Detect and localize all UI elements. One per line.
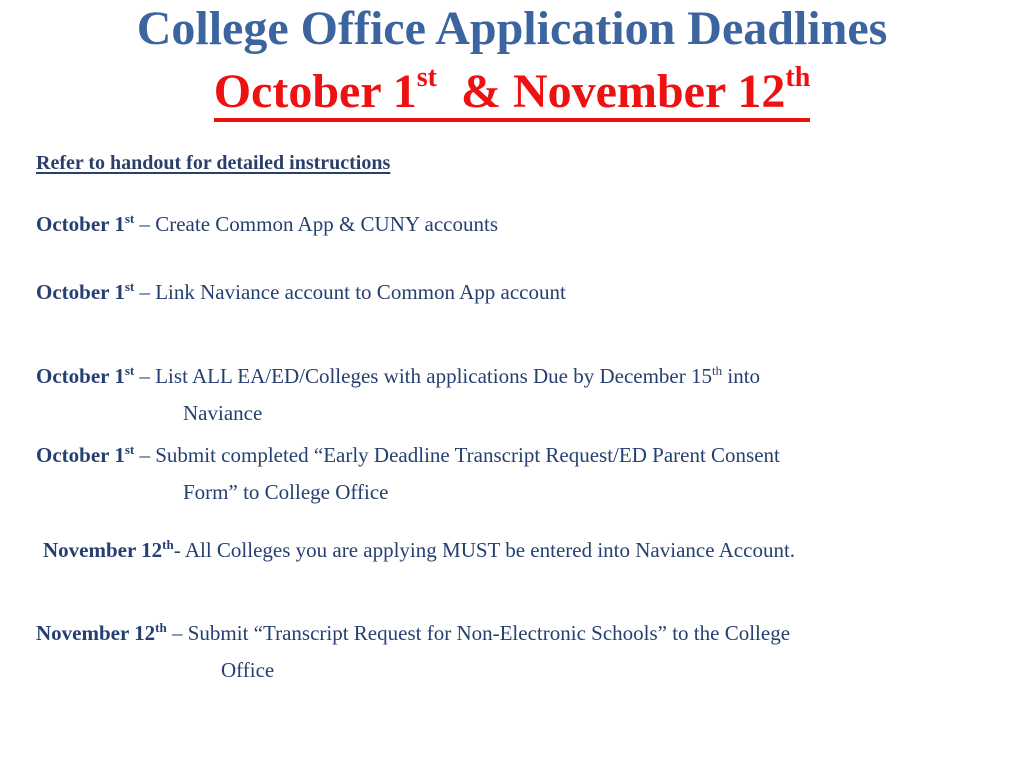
deadline-date-suffix: st — [124, 363, 135, 378]
deadline-description-main: – List ALL EA/ED/Colleges with applications Due by December 15 — [134, 364, 713, 388]
deadline-date-text: October 1 — [36, 212, 125, 236]
deadline-item — [36, 437, 780, 511]
deadline-item — [36, 274, 566, 311]
deadline-description-end: into — [722, 364, 761, 388]
deadline-item — [36, 358, 760, 432]
deadline-date — [43, 538, 174, 562]
deadline-description-continuation: Form” to College Office — [183, 480, 389, 504]
deadline-description-suffix: th — [712, 363, 723, 378]
deadline-item — [36, 615, 790, 689]
deadline-date — [36, 621, 167, 645]
deadline-description: – Create Common App & CUNY accounts — [134, 212, 498, 236]
subtitle-text — [213, 62, 811, 122]
subtitle-superscript-st: st — [416, 62, 437, 93]
deadline-date-suffix: th — [162, 537, 174, 552]
deadline-description — [134, 364, 760, 388]
deadline-description-continuation: Office — [221, 658, 275, 682]
deadline-date-text: November 12 — [43, 538, 163, 562]
deadline-date-suffix: st — [124, 211, 135, 226]
deadline-date-suffix: st — [124, 442, 135, 457]
slide-subtitle — [0, 62, 1024, 138]
slide-title: College Office Application Deadlines — [136, 2, 888, 55]
subtitle-part-november: & November 12 — [437, 65, 786, 118]
deadline-description: – Submit completed “Early Deadline Transcript Request/ED Parent Consent — [134, 443, 780, 467]
subtitle-superscript-th: th — [785, 62, 811, 93]
deadline-description: – Submit “Transcript Request for Non-Electronic Schools” to the College — [166, 621, 791, 645]
deadline-date — [36, 443, 134, 467]
deadline-date-text: October 1 — [36, 364, 125, 388]
deadline-description: – Link Naviance account to Common App account — [134, 280, 566, 304]
deadline-date-suffix: th — [155, 620, 167, 635]
subtitle-part-october: October 1 — [213, 65, 417, 118]
deadline-description: - All Colleges you are applying MUST be entered into Naviance Account. — [173, 538, 796, 562]
deadline-date — [36, 280, 134, 304]
deadline-date-suffix: st — [124, 279, 135, 294]
deadline-date-text: November 12 — [36, 621, 156, 645]
deadline-item — [43, 532, 795, 569]
deadline-date — [36, 212, 134, 236]
deadline-item — [36, 206, 498, 243]
deadline-date — [36, 364, 134, 388]
refer-handout-note: Refer to handout for detailed instructions — [36, 152, 391, 174]
deadline-date-text: October 1 — [36, 443, 125, 467]
deadline-description-continuation: Naviance — [183, 401, 263, 425]
deadline-date-text: October 1 — [36, 280, 125, 304]
